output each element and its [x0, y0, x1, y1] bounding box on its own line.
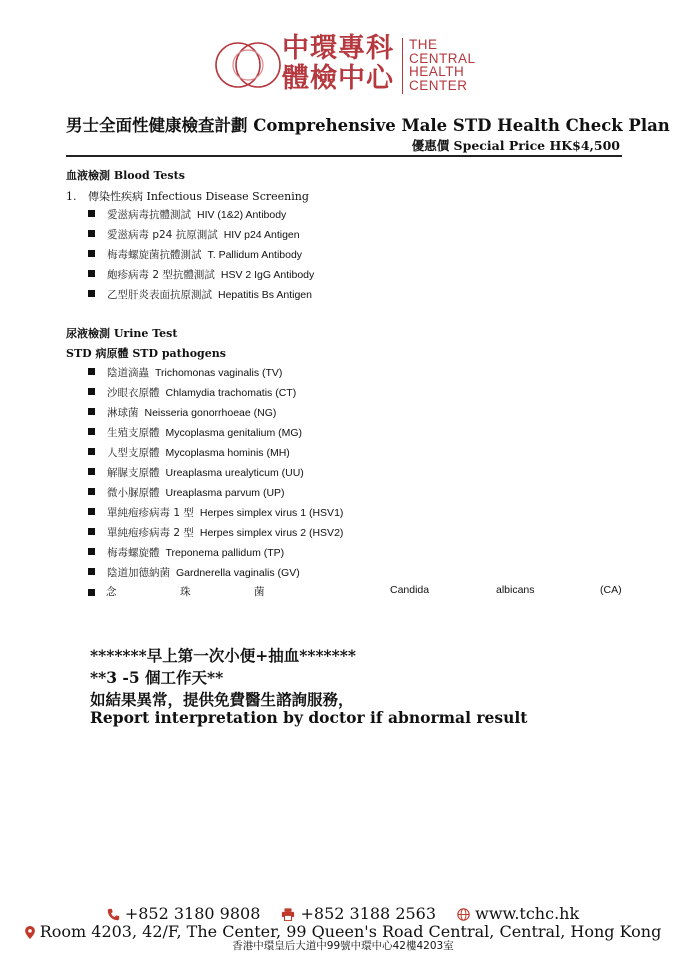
- item-en: Trichomonas vaginalis (TV): [155, 367, 283, 379]
- item-en: Chlamydia trachomatis (CT): [165, 387, 297, 399]
- item-en: Mycoplasma hominis (MH): [165, 447, 290, 459]
- list-item: [88, 485, 285, 500]
- item-cn: 愛滋病毒抗體測試: [107, 209, 191, 221]
- item-cn: 沙眼衣原體: [107, 387, 160, 399]
- fax-contact: [281, 904, 436, 923]
- logo-divider: [402, 38, 403, 94]
- list-item: [88, 267, 314, 282]
- list-item: [88, 425, 302, 440]
- turnaround-note: **3 -5 個工作天**: [90, 668, 224, 687]
- item-en: Neisseria gonorrhoeae (NG): [144, 407, 277, 419]
- bullet-icon: [88, 428, 95, 435]
- logo-english-name: [409, 38, 476, 92]
- phone-contact[interactable]: [107, 904, 261, 923]
- list-item: [88, 385, 296, 400]
- logo-cn-line2: 體檢中心: [282, 63, 394, 94]
- list-item: [88, 287, 312, 302]
- candida-en-3: (CA): [600, 584, 622, 596]
- phone-text: +852 3180 9808: [124, 904, 261, 923]
- item-cn: 淋球菌: [107, 407, 139, 419]
- candida-en-1: Candida: [390, 584, 430, 596]
- list-item: [88, 227, 300, 242]
- bullet-icon: [88, 230, 95, 237]
- fax-icon: [281, 908, 295, 921]
- bullet-icon: [88, 568, 95, 575]
- item-cn: 解脲支原體: [107, 467, 160, 479]
- phone-icon: [107, 908, 120, 921]
- item-en: HIV p24 Antigen: [223, 229, 300, 241]
- bullet-icon: [88, 388, 95, 395]
- consultation-note-en: Report interpretation by doctor if abnormal result: [90, 708, 528, 727]
- item-cn: 陰道加德納菌: [107, 567, 170, 579]
- address-cn-text: 香港中環皇后大道中99號中環中心42樓4203室: [232, 940, 454, 952]
- bullet-icon: [88, 528, 95, 535]
- logo-en-line: CENTER: [409, 77, 468, 93]
- item-cn: 微小脲原體: [107, 487, 160, 499]
- item-en: Treponema pallidum (TP): [165, 547, 285, 559]
- item-en: Herpes simplex virus 1 (HSV1): [199, 507, 344, 519]
- item-en: Gardnerella vaginalis (GV): [176, 567, 300, 579]
- std-pathogens-heading: STD 病原體 STD pathogens: [66, 347, 226, 360]
- list-item: [88, 465, 304, 480]
- list-item: [88, 365, 282, 380]
- logo-en-line: HEALTH: [409, 64, 465, 80]
- blood-tests-heading: 血液檢測 Blood Tests: [66, 169, 185, 182]
- list-item: [88, 207, 286, 222]
- bullet-icon: [88, 290, 95, 297]
- item-en: T. Pallidum Antibody: [207, 249, 303, 261]
- list-item: [88, 405, 276, 420]
- list-item: [88, 565, 300, 580]
- list-item: [88, 247, 302, 262]
- item-cn: 梅毒螺旋體: [107, 547, 160, 559]
- item-en: Hepatitis Bs Antigen: [218, 289, 312, 301]
- bullet-icon: [88, 408, 95, 415]
- candida-cn-3: 菌: [254, 586, 265, 598]
- bullet-icon: [88, 548, 95, 555]
- infectious-disease-label: 傳染性疾病 Infectious Disease Screening: [88, 190, 309, 203]
- bullet-icon: [88, 508, 95, 515]
- bullet-icon: [88, 250, 95, 257]
- item-en: HIV (1&2) Antibody: [197, 209, 287, 221]
- item-cn: 單純疱疹病毒 1 型: [107, 507, 194, 519]
- fax-text: +852 3188 2563: [300, 904, 437, 923]
- center-logo: [214, 30, 474, 100]
- consultation-note-cn: 如結果異常，提供免費醫生諮詢服務，: [90, 690, 354, 709]
- list-item: [88, 545, 284, 560]
- bullet-icon: [88, 210, 95, 217]
- list-number: 1.: [66, 190, 77, 203]
- logo-en-line: THE: [409, 37, 438, 52]
- bullet-icon: [88, 448, 95, 455]
- website-text: www.tchc.hk: [475, 904, 580, 923]
- title-divider: [66, 155, 622, 157]
- list-item: [88, 525, 343, 540]
- website-link[interactable]: [457, 904, 579, 923]
- item-en: Mycoplasma genitalium (MG): [165, 427, 303, 439]
- item-en: Ureaplasma urealyticum (UU): [165, 467, 304, 479]
- logo-en-line: CENTRAL: [409, 50, 476, 66]
- candida-cn-1: 念: [106, 586, 117, 598]
- item-cn: 生殖支原體: [107, 427, 160, 439]
- bullet-icon: [88, 270, 95, 277]
- urine-test-heading: 尿液檢測 Urine Test: [66, 327, 178, 340]
- item-cn: 乙型肝炎表面抗原測試: [107, 289, 212, 301]
- special-price: 優惠價 Special Price HK$4,500: [411, 138, 620, 153]
- bullet-icon: [88, 589, 95, 596]
- item-cn: 陰道滴蟲: [107, 367, 149, 379]
- logo-cn-line1: 中環專科: [282, 33, 394, 64]
- item-cn: 愛滋病毒 p24 抗原測試: [107, 229, 218, 241]
- item-en: Herpes simplex virus 2 (HSV2): [199, 527, 344, 539]
- item-cn: 梅毒螺旋菌抗體測試: [107, 249, 202, 261]
- item-cn: 單純疱疹病毒 2 型: [107, 527, 194, 539]
- item-cn: 人型支原體: [107, 447, 160, 459]
- address-en-text: Room 4203, 42/F, The Center, 99 Queen's Road Central, Central, Hong Kong: [39, 922, 662, 941]
- list-item: [88, 505, 343, 520]
- bullet-icon: [88, 368, 95, 375]
- item-en: HSV 2 IgG Antibody: [220, 269, 315, 281]
- list-item: [88, 445, 290, 460]
- infectious-disease-heading: [66, 188, 309, 204]
- bullet-icon: [88, 468, 95, 475]
- bullet-icon: [88, 488, 95, 495]
- item-cn: 皰疹病毒 2 型抗體測試: [107, 269, 215, 281]
- logo-chinese-name: [282, 34, 394, 94]
- page-title: 男士全面性健康檢查計劃 Comprehensive Male STD Health Check Plan: [66, 116, 670, 135]
- collection-note: *******早上第一次小便+抽血*******: [90, 646, 356, 665]
- footer-contacts: [0, 904, 686, 923]
- globe-icon: [457, 908, 470, 921]
- item-en: Ureaplasma parvum (UP): [165, 487, 285, 499]
- candida-en-2: albicans: [496, 584, 535, 596]
- candida-cn-2: 珠: [180, 586, 191, 598]
